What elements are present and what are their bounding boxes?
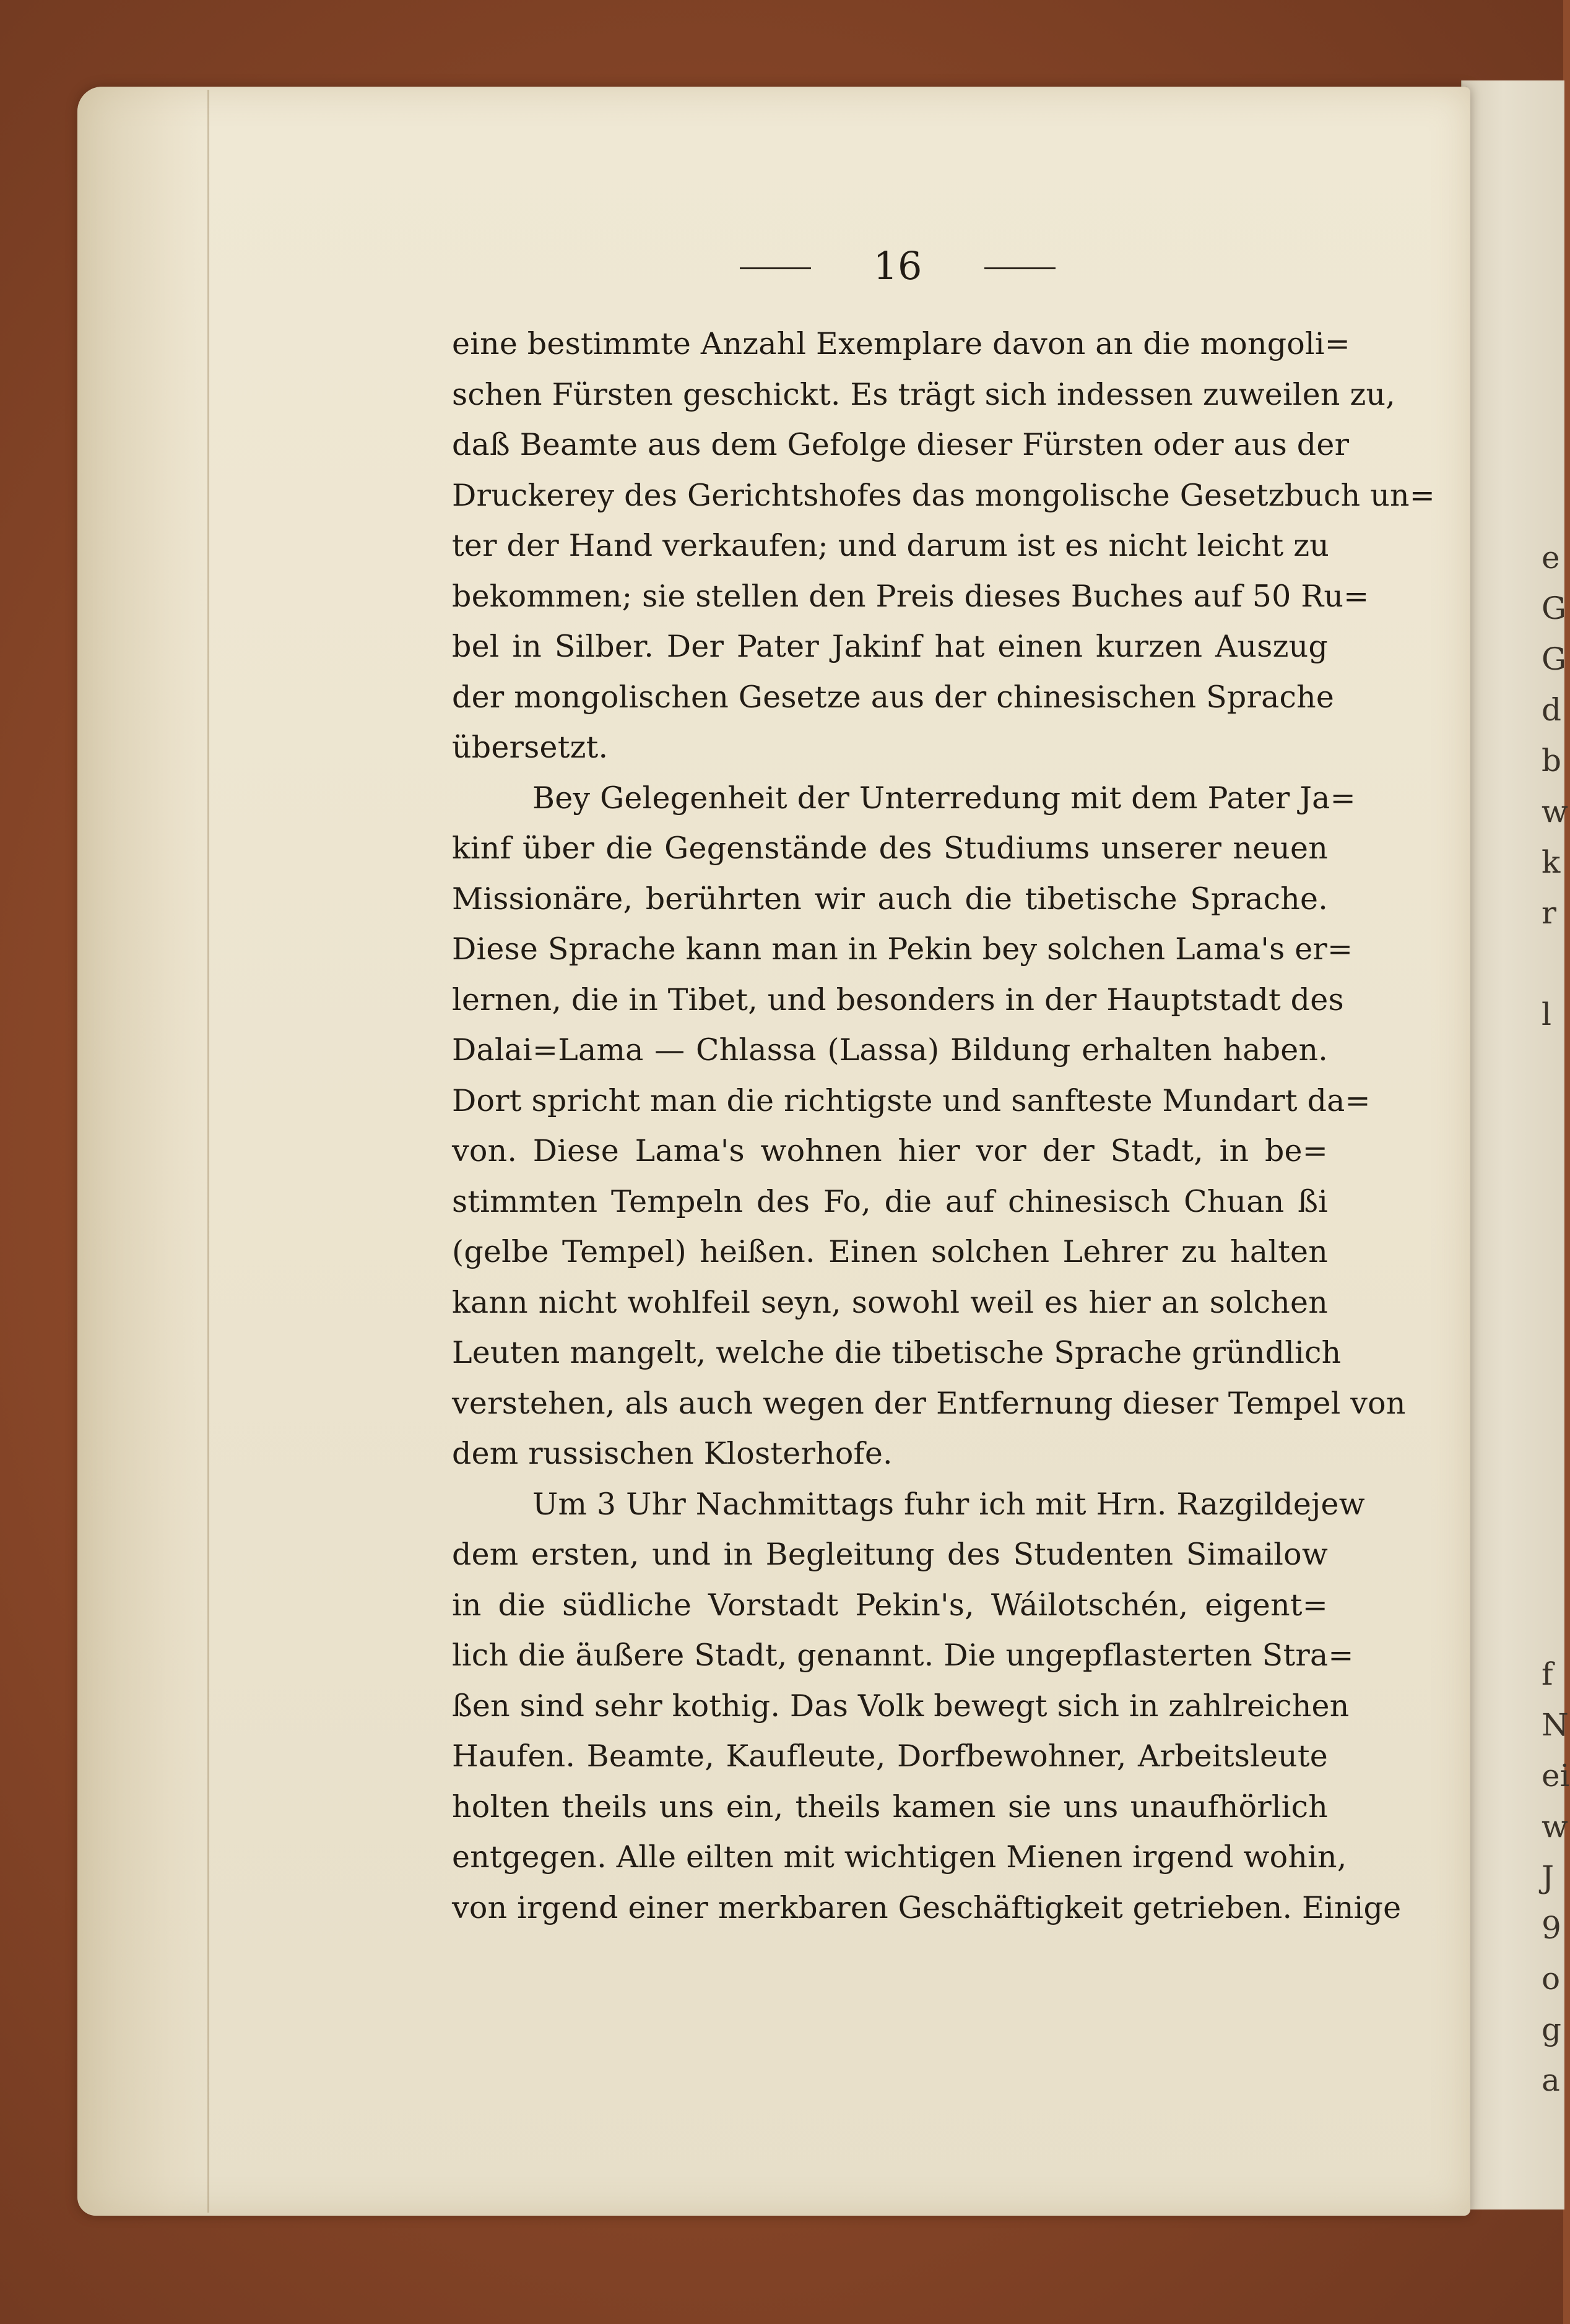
next-page-fragment: ei <box>1542 1758 1570 1794</box>
text-line: holten theils uns ein, theils kamen sie uns unaufhörlich <box>452 1789 1328 1825</box>
next-page-fragment: w <box>1542 1808 1568 1844</box>
text-line: übersetzt. <box>452 730 609 765</box>
next-page-text-fragments <box>1542 532 1570 2106</box>
text-line: ter der Hand verkaufen; und darum ist es nicht leicht zu <box>452 528 1329 563</box>
next-page-fragment: o <box>1542 1961 1561 1997</box>
text-line: lernen, die in Tibet, und besonders in der Hauptstadt des <box>452 982 1344 1017</box>
text-line: entgegen. Alle eilten mit wichtigen Mienen irgend wohin, <box>452 1839 1347 1875</box>
next-page-fragment: l <box>1542 996 1551 1032</box>
next-page-fragment <box>1542 938 1563 989</box>
next-page-fragment: d <box>1542 692 1562 728</box>
text-line: dem ersten, und in Begleitung des Studenten Simailow <box>452 1537 1328 1572</box>
text-line: Diese Sprache kann man in Pekin bey solchen Lama's er= <box>452 931 1353 967</box>
next-page-fragment: J <box>1542 1859 1555 1895</box>
next-page-fragment <box>1542 1446 1563 1497</box>
text-line: bel in Silber. Der Pater Jakinf hat einen kurzen Auszug <box>452 629 1328 664</box>
text-line: daß Beamte aus dem Gefolge dieser Fürsten oder aus der <box>452 427 1350 462</box>
text-line: Bey Gelegenheit der Unterredung mit dem Pater Ja= <box>532 780 1356 816</box>
next-page-fragment: G <box>1542 641 1566 677</box>
next-page-fragment <box>1542 1294 1563 1344</box>
text-line: verstehen, als auch wegen der Entfernung dieser Tempel von <box>452 1385 1406 1421</box>
next-page-fragment: r <box>1542 895 1556 931</box>
text-line: in die südliche Vorstadt Pekin's, Wáilotschén, eigent= <box>452 1587 1328 1623</box>
text-line: kann nicht wohlfeil seyn, sowohl weil es hier an solchen <box>452 1284 1328 1320</box>
next-page-fragment: w <box>1542 793 1568 829</box>
text-line: eine bestimmte Anzahl Exemplare davon an die mongoli= <box>452 326 1351 361</box>
text-line: Um 3 Uhr Nachmittags fuhr ich mit Hrn. Razgildejew <box>532 1486 1365 1522</box>
next-page-fragment <box>1542 1192 1563 1243</box>
page-leaf-edge <box>77 87 210 2216</box>
next-page-fragment: f <box>1542 1656 1553 1692</box>
next-page-fragment <box>1542 1141 1563 1192</box>
next-page-fragment <box>1542 1547 1563 1598</box>
text-line: Dalai=Lama — Chlassa (Lassa) Bildung erhalten haben. <box>452 1032 1328 1068</box>
next-page-fragment <box>1542 1395 1563 1446</box>
text-line: dem russischen Klosterhofe. <box>452 1436 893 1471</box>
text-line: stimmten Tempeln des Fo, die auf chinesisch Chuan ßi <box>452 1183 1328 1219</box>
text-line: Druckerey des Gerichtshofes das mongolische Gesetzbuch un= <box>452 477 1435 513</box>
next-page-fragment: 9 <box>1542 1910 1561 1946</box>
text-line: von. Diese Lama's wohnen hier vor der Stadt, in be= <box>452 1133 1328 1168</box>
text-line: bekommen; sie stellen den Preis dieses Buches auf 50 Ru= <box>452 578 1369 614</box>
next-page-fragment <box>1542 1598 1563 1649</box>
text-line: lich die äußere Stadt, genannt. Die ungepflasterten Stra= <box>452 1638 1354 1673</box>
next-page-fragment: a <box>1542 2062 1560 2098</box>
page-header <box>740 241 1056 291</box>
text-line: Haufen. Beamte, Kaufleute, Dorfbewohner, Arbeitsleute <box>452 1739 1328 1774</box>
text-line: Dort spricht man die richtigste und sanfteste Mundart da= <box>452 1082 1371 1118</box>
next-page-fragment: N <box>1542 1707 1569 1743</box>
next-page-fragment <box>1542 1497 1563 1547</box>
text-line: ßen sind sehr kothig. Das Volk bewegt sich in zahlreichen <box>452 1688 1350 1724</box>
text-line: (gelbe Tempel) heißen. Einen solchen Lehrer zu halten <box>452 1234 1328 1269</box>
text-line: Missionäre, berührten wir auch die tibetische Sprache. <box>452 881 1328 917</box>
header-rule-right <box>984 267 1056 269</box>
next-page-fragment: k <box>1542 844 1561 880</box>
next-page-fragment: g <box>1542 2011 1562 2047</box>
body-text <box>452 319 1435 1933</box>
next-page-fragment: e <box>1542 540 1560 576</box>
text-line: Leuten mangelt, welche die tibetische Sprache gründlich <box>452 1335 1342 1370</box>
text-line: der mongolischen Gesetze aus der chinesischen Sprache <box>452 679 1335 715</box>
next-page-fragment <box>1542 1344 1563 1395</box>
text-line: kinf über die Gegenstände des Studiums unserer neuen <box>452 831 1328 866</box>
text-line: schen Fürsten geschickt. Es trägt sich indessen zuweilen zu, <box>452 376 1395 412</box>
next-page-fragment: G <box>1542 590 1566 626</box>
next-page-fragment <box>1542 1040 1563 1091</box>
page-number: 16 <box>873 243 922 288</box>
next-page-fragment: b <box>1542 743 1562 779</box>
next-page-fragment <box>1542 1091 1563 1141</box>
next-page-fragment <box>1542 1243 1563 1294</box>
leaf-edge-line <box>207 90 209 2213</box>
text-line: von irgend einer merkbaren Geschäftigkeit getrieben. Einige <box>452 1890 1402 1925</box>
